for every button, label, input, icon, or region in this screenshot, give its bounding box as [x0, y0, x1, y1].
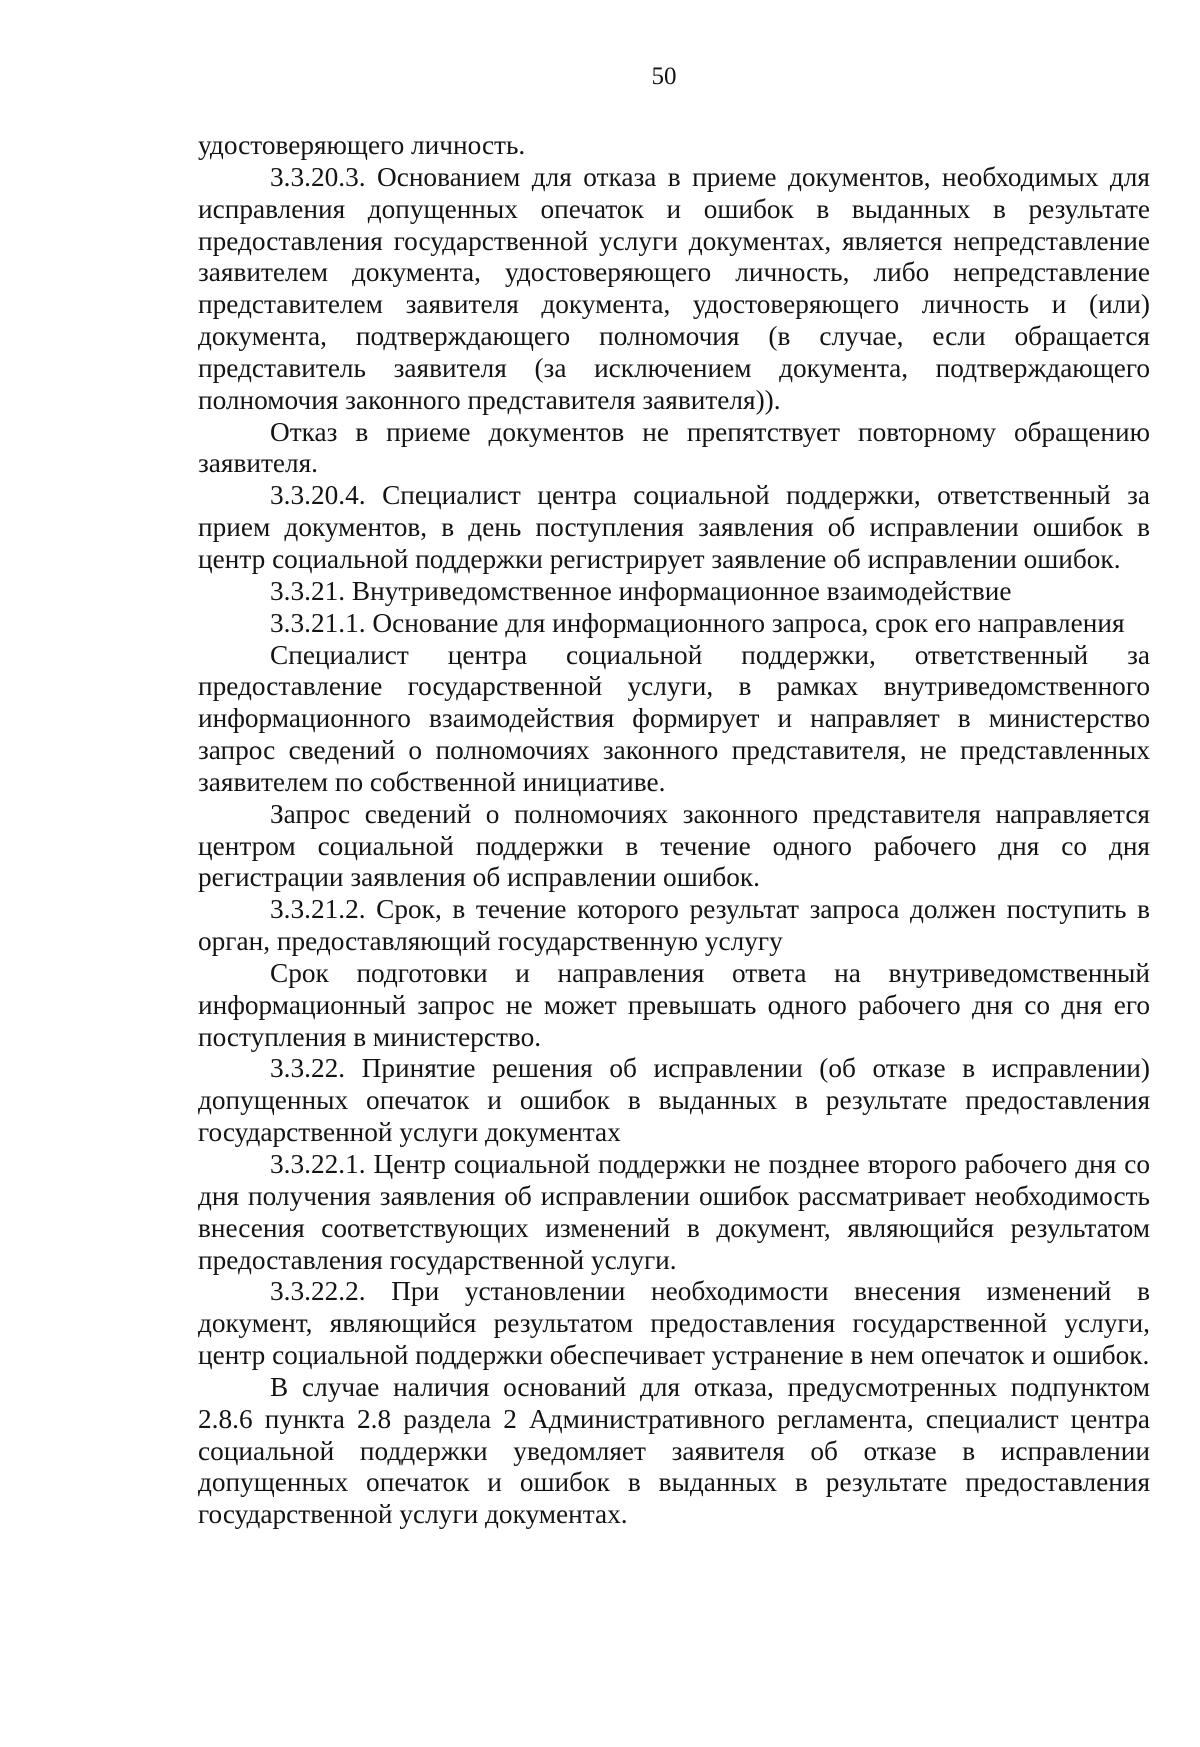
paragraph: 3.3.20.4. Специалист центра социальной поддержки, ответственный за прием документов, в день поступления заявления об исправлении ошибок в центр социальной поддержки регистрирует заявление об исправлении ошибок.: [198, 480, 1150, 574]
paragraph: Срок подготовки и направления ответа на внутриведомственный информационный запрос не может превышать одного рабочего дня со дня его поступления в министерство.: [198, 957, 1150, 1052]
section-heading: 3.3.22. Принятие решения об исправлении (об отказе в исправлении) допущенных опечаток и ошибок в выданных в результате предоставления государственной услуги документах: [198, 1053, 1150, 1148]
page-number: 50: [651, 63, 677, 90]
paragraph: Специалист центра социальной поддержки, ответственный за предоставление государственной услуги, в рамках внутриведомственного информационного взаимодействия формирует и направляет в министерство запрос сведений о полномочиях законного представителя, не представленных заявителем по собственной инициативе.: [198, 639, 1150, 797]
paragraph: Отказ в приеме документов не препятствует повторному обращению заявителя.: [198, 416, 1150, 479]
subsection-heading: 3.3.21.1. Основание для информационного запроса, срок его направления: [270, 607, 1125, 638]
paragraph: В случае наличия оснований для отказа, предусмотренных подпунктом 2.8.6 пункта 2.8 раздела 2 Административного регламента, специалист центра социальной поддержки уведомляет заявителя об отказе в исправлении допущенных опечаток и ошибок в выданных в результате предоставления государственной услуги документах.: [198, 1371, 1150, 1530]
document-body: [198, 130, 1150, 1531]
section-heading: 3.3.21. Внутриведомственное информационное взаимодействие: [270, 575, 1012, 606]
paragraph: удостоверяющего личность.: [198, 130, 526, 160]
paragraph: 3.3.20.3. Основанием для отказа в приеме документов, необходимых для исправления допущенных опечаток и ошибок в выданных в результате предоставления государственной услуги документах, является непредставление заявителем документа, удостоверяющего личность, либо непредставление представителем заявителя документа, удостоверяющего личность и (или) документа, подтверждающего полномочия (в случае, если обращается представитель заявителя (за исключением документа, подтверждающего полномочия законного представителя заявителя)).: [198, 161, 1150, 415]
subsection-heading: 3.3.21.2. Срок, в течение которого результат запроса должен поступить в орган, предоставляющий государственную услугу: [198, 894, 1150, 957]
paragraph: Запрос сведений о полномочиях законного представителя направляется центром социальной поддержки в течение одного рабочего дня со дня регистрации заявления об исправлении ошибок.: [198, 798, 1150, 893]
paragraph: 3.3.22.1. Центр социальной поддержки не позднее второго рабочего дня со дня получения заявления об исправлении ошибок рассматривает необходимость внесения соответствующих изменений в документ, являющийся результатом предоставления государственной услуги.: [198, 1149, 1150, 1275]
paragraph: 3.3.22.2. При установлении необходимости внесения изменений в документ, являющийся результатом предоставления государственной услуги, центр социальной поддержки обеспечивает устранение в нем опечаток и ошибок.: [198, 1276, 1150, 1371]
